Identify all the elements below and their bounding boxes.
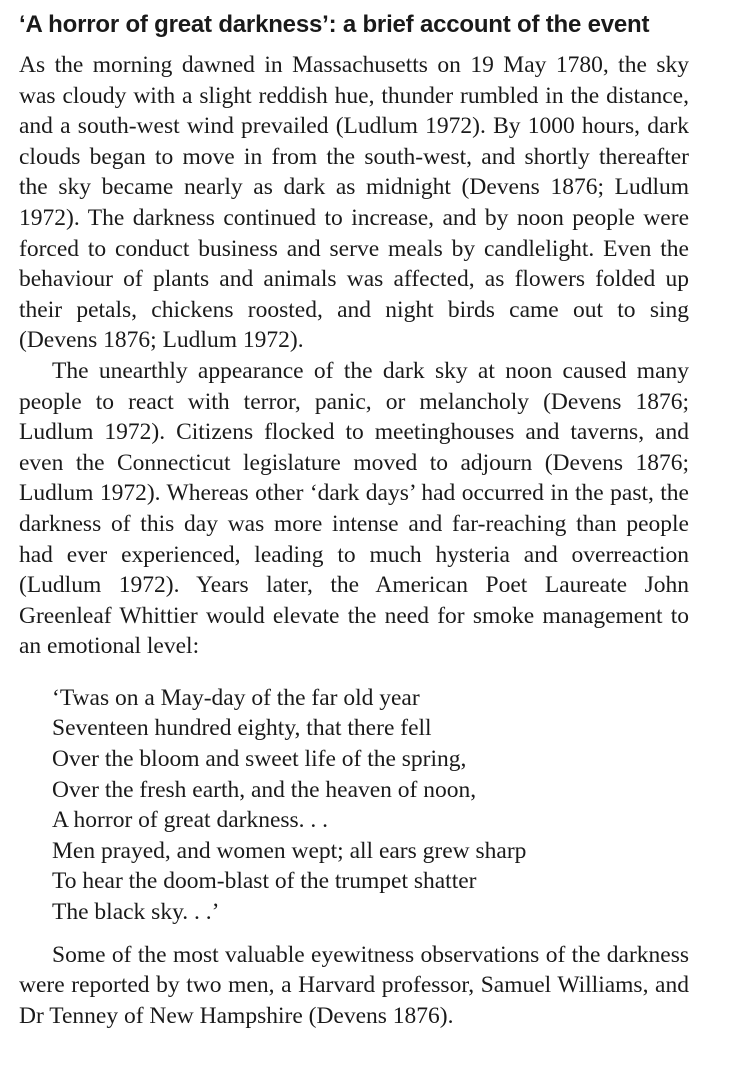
poem-line: Over the fresh earth, and the heaven of noon, bbox=[52, 776, 477, 803]
body-paragraph: The unearthly appearance of the dark sky at noon caused many people to react with terror, panic, or melancholy (Devens 1876; Ludlum 1972). Citizens flocked to meetinghouses and taverns, and even the Connecticut legislature moved to adjourn (Devens 1876; Ludlum 1972). Whereas other ‘dark days’ had occurred in the past, the darkness of this day was more intense and far-reaching than people had ever experienced, leading to much hysteria and overreaction (Ludlum 1972). Years later, the American Poet Laureate John Greenleaf Whittier would elevate the need for smoke management to an emotional level: bbox=[19, 357, 689, 660]
body-paragraph: As the morning dawned in Massachusetts on 19 May 1780, the sky was cloudy with a slight reddish hue, thunder rumbled in the distance, and a south-west wind prevailed (Ludlum 1972). By 1000 hours, dark clouds began to move in from the south-west, and shortly thereafter the sky became nearly as dark as midnight (Devens 1876; Ludlum 1972). The darkness continued to increase, and by noon people were forced to conduct business and serve meals by candlelight. Even the behaviour of plants and animals was affected, as flowers folded up their petals, chickens roosted, and night birds came out to sing (Devens 1876; Ludlum 1972). bbox=[19, 52, 689, 354]
poem-line: A horror of great darkness. . . bbox=[52, 807, 329, 834]
poem-line: Over the bloom and sweet life of the spring, bbox=[52, 746, 467, 773]
closing-paragraph: Some of the most valuable eyewitness observations of the darkness were reported by two men, a Harvard professor, Samuel Williams, and Dr Tenney of New Hampshire (Devens 1876). bbox=[19, 941, 689, 1029]
poem-line: ‘Twas on a May-day of the far old year bbox=[52, 684, 420, 711]
poem-line: To hear the doom-blast of the trumpet shatter bbox=[52, 868, 477, 895]
poem-quotation bbox=[52, 683, 689, 928]
document-page bbox=[19, 8, 689, 1031]
poem-line: Men prayed, and women wept; all ears grew sharp bbox=[52, 837, 527, 864]
poem-line: Seventeen hundred eighty, that there fell bbox=[52, 715, 432, 742]
section-heading: ‘A horror of great darkness’: a brief account of the event bbox=[19, 11, 650, 38]
poem-line: The black sky. . .’ bbox=[52, 899, 220, 926]
